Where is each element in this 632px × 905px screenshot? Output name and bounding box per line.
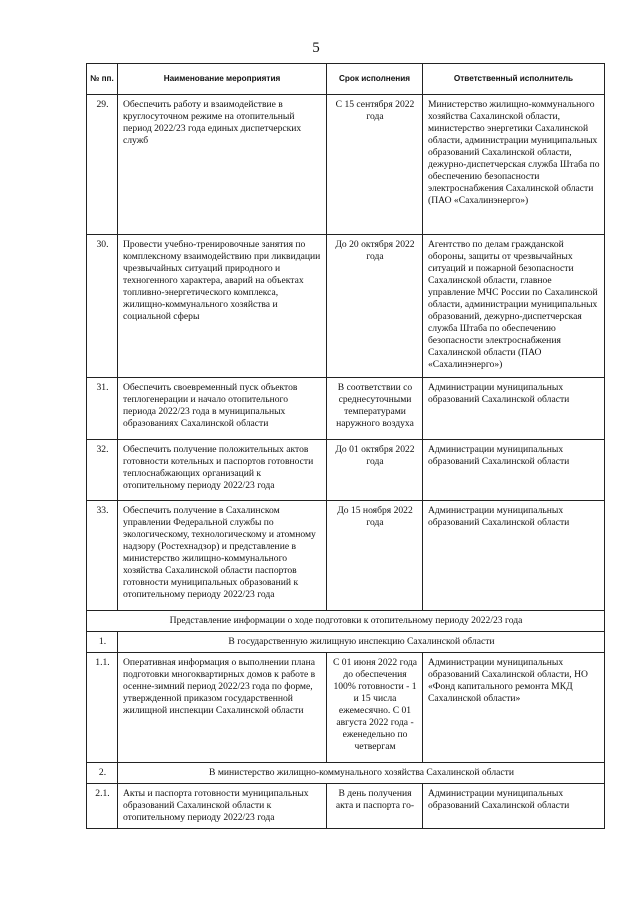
row-responsible: Администрации муниципальных образований Сахалинской области [423, 783, 605, 828]
row-responsible: Администрации муниципальных образований Сахалинской области [423, 440, 605, 501]
subsection-row [87, 762, 605, 783]
table-row [87, 652, 605, 762]
row-term: До 15 ноября 2022 года [327, 501, 423, 611]
row-name: Обеспечить работу и взаимодействие в круглосуточном режиме на отопительный период 2022/23 года единых диспетчерских служб [118, 95, 327, 235]
subsection-num: 2. [87, 762, 118, 783]
table-header-row [87, 64, 605, 95]
row-name: Обеспечить своевременный пуск объектов теплогенерации и начало отопительного периода 2022/23 года в муниципальных образованиях Сахалинской области [118, 378, 327, 440]
subsection-title: В государственную жилищную инспекцию Сахалинской области [118, 631, 605, 652]
row-term: В день получения акта и паспорта го- [327, 783, 423, 828]
subsection-row [87, 631, 605, 652]
table-row [87, 440, 605, 501]
header-term: Срок исполнения [327, 64, 423, 95]
header-name: Наименование мероприятия [118, 64, 327, 95]
subsection-title: В министерство жилищно-коммунального хозяйства Сахалинской области [118, 762, 605, 783]
row-name: Провести учебно-тренировочные занятия по комплексному взаимодействию при ликвидации чрезвычайных ситуаций природного и техногенного характера, аварий на объектах топливно-энергетического комплекса, жилищно-коммунального хозяйства и социальной сферы [118, 235, 327, 378]
row-num: 29. [87, 95, 118, 235]
row-responsible: Министерство жилищно-коммунального хозяйства Сахалинской области, министерство энергетики Сахалинской области, администрации муниципальных образований Сахалинской области, дежурно-диспетчерская служба Штаба по обеспечению безопасности электроснабжения Сахалинской области (ПАО «Сахалинэнерго») [423, 95, 605, 235]
page-number: 5 [312, 40, 320, 56]
table-row [87, 501, 605, 611]
row-responsible: Администрации муниципальных образований Сахалинской области [423, 501, 605, 611]
section-heading: Представление информации о ходе подготовки к отопительному периоду 2022/23 года [87, 611, 605, 632]
row-num: 33. [87, 501, 118, 611]
row-term: До 01 октября 2022 года [327, 440, 423, 501]
row-name: Обеспечить получение в Сахалинском управлении Федеральной службы по экологическому, технологическому и атомному надзору (Ростехнадзор) и представление в министерство жилищно-коммунального хозяйства Сахалинской области паспортов готовности муниципальных образований к отопительному периоду 2022/23 года [118, 501, 327, 611]
row-term: С 15 сентября 2022 года [327, 95, 423, 235]
subsection-num: 1. [87, 631, 118, 652]
table-row [87, 235, 605, 378]
row-num: 2.1. [87, 783, 118, 828]
row-num: 30. [87, 235, 118, 378]
row-num: 31. [87, 378, 118, 440]
row-term: До 20 октября 2022 года [327, 235, 423, 378]
section-heading-row [87, 611, 605, 632]
row-term: В соответствии со среднесуточными температурами наружного воздуха [327, 378, 423, 440]
table-row [87, 95, 605, 235]
row-name: Акты и паспорта готовности муниципальных образований Сахалинской области к отопительному периоду 2022/23 года [118, 783, 327, 828]
row-name: Оперативная информация о выполнении плана подготовки многоквартирных домов к работе в осенне-зимний период 2022/23 года по форме, утвержденной приказом государственной жилищной инспекции Сахалинской области [118, 652, 327, 762]
row-responsible: Администрации муниципальных образований Сахалинской области, НО «Фонд капитального ремонта МКД Сахалинской области» [423, 652, 605, 762]
table-row [87, 783, 605, 828]
row-num: 32. [87, 440, 118, 501]
row-term: С 01 июня 2022 года до обеспечения 100% готовности - 1 и 15 числа ежемесячно. С 01 августа 2022 года - еженедельно по четвергам [327, 652, 423, 762]
row-name: Обеспечить получение положительных актов готовности котельных и паспортов готовности теплоснабжающих организаций к отопительному периоду 2022/23 года [118, 440, 327, 501]
row-num: 1.1. [87, 652, 118, 762]
table-row [87, 378, 605, 440]
row-responsible: Агентство по делам гражданской обороны, защиты от чрезвычайных ситуаций и пожарной безопасности Сахалинской области, главное управление МЧС России по Сахалинской области, администрации муниципальных образований, дежурно-диспетчерская служба Штаба по обеспечению безопасности электроснабжения Сахалинской области (ПАО «Сахалинэнерго») [423, 235, 605, 378]
row-responsible: Администрации муниципальных образований Сахалинской области [423, 378, 605, 440]
header-responsible: Ответственный исполнитель [423, 64, 605, 95]
header-num: № пп. [87, 64, 118, 95]
measures-table [86, 63, 605, 829]
